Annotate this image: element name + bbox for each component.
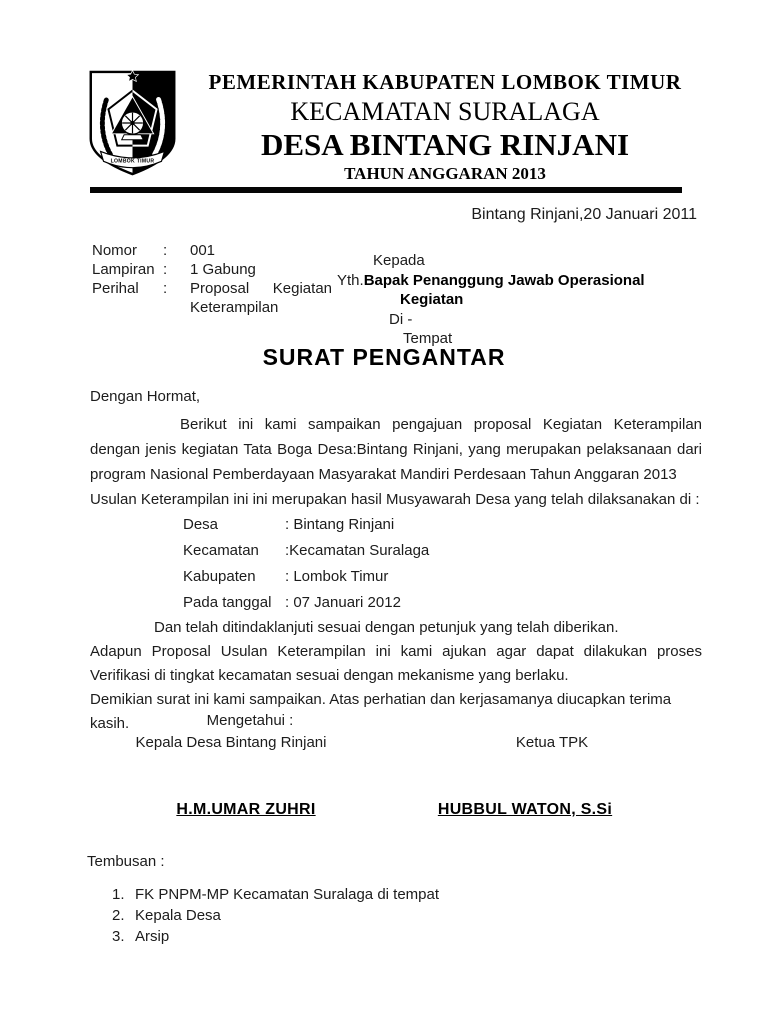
detail-value: : Bintang Rinjani (285, 516, 395, 533)
document-title: SURAT PENGANTAR (262, 344, 506, 370)
detail-row-tanggal (183, 590, 702, 616)
detail-label: Pada tanggal (183, 594, 272, 611)
recipient-di: Di - (389, 310, 413, 328)
signature-right-name: HUBBUL WATON, S.Si (437, 801, 613, 818)
nomor-colon: : (163, 242, 168, 259)
tembusan-item-text: Kepala Desa (135, 907, 221, 924)
meta-row-perihal (92, 279, 332, 298)
nomor-label: Nomor (92, 242, 138, 259)
lampiran-colon: : (163, 261, 168, 278)
recipient-yth-line (337, 271, 709, 291)
perihal-line2: Keterampilan (190, 299, 279, 316)
lampiran-value: 1 Gabung (190, 261, 256, 278)
perihal-colon: : (163, 280, 168, 297)
tembusan-item (112, 884, 439, 905)
signature-right-role: Ketua TPK (515, 734, 589, 751)
letterhead-fiscal-year: TAHUN ANGGARAN 2013 (344, 164, 546, 183)
nomor-value: 001 (190, 242, 216, 259)
letter-meta (92, 241, 332, 317)
salutation: Dengan Hormat, (90, 388, 201, 405)
seal-banner-text: LOMBOK TIMUR (110, 158, 155, 165)
perihal-value (190, 279, 332, 298)
detail-label: Desa (183, 516, 219, 533)
detail-row-kecamatan (183, 538, 702, 564)
paragraph-closing: Demikian surat ini kami sampaikan. Atas perhatian dan kerjasamanya diucapkan terima kasih. (90, 691, 672, 732)
perihal-word1: Proposal (190, 280, 250, 297)
tembusan-block (87, 853, 439, 947)
paragraph-tindaklanjut: Dan telah ditindaklanjuti sesuai dengan petunjuk yang telah diberikan. (154, 619, 619, 636)
tembusan-item-number: 1. (112, 886, 125, 903)
tembusan-item-number: 2. (112, 907, 125, 924)
tembusan-item-text: FK PNPM-MP Kecamatan Suralaga di tempat (135, 886, 440, 903)
detail-row-desa (183, 512, 702, 538)
signature-left-role: Kepala Desa Bintang Rinjani (135, 734, 327, 751)
letterhead-text (185, 69, 705, 185)
lombok-timur-seal-icon (84, 68, 181, 178)
letterhead-village: DESA BINTANG RINJANI (260, 127, 630, 162)
yth-prefix: Yth. (337, 271, 364, 289)
detail-label: Kecamatan (183, 542, 259, 559)
recipient-kepada: Kepada (373, 252, 425, 269)
detail-label: Kabupaten (183, 568, 256, 585)
meta-row-perihal-line2 (92, 298, 332, 317)
detail-value: : 07 Januari 2012 (285, 594, 401, 611)
tembusan-item (112, 926, 439, 947)
signature-left-name: H.M.UMAR ZUHRI (176, 801, 316, 818)
recipient-name-line1: Bapak Penanggung Jawab Operasional (363, 271, 645, 289)
letterhead-government: PEMERINTAH KABUPATEN LOMBOK TIMUR (208, 70, 682, 94)
meta-row-nomor (92, 241, 332, 260)
paragraph-musyawarah: Usulan Keterampilan ini ini merupakan hasil Musyawarah Desa yang telah dilaksanakan di : (90, 491, 700, 508)
details-list (183, 512, 702, 616)
meta-row-lampiran (92, 260, 332, 279)
detail-value: : Lombok Timur (285, 568, 389, 585)
tembusan-heading: Tembusan : (87, 853, 165, 870)
lampiran-label: Lampiran (92, 261, 155, 278)
tembusan-item-text: Arsip (135, 928, 170, 945)
pedestal (122, 135, 144, 140)
tembusan-item (112, 905, 439, 926)
perihal-label: Perihal (92, 280, 139, 297)
recipient-tempat: Tempat (403, 330, 453, 347)
paragraph-verifikasi: Adapun Proposal Usulan Keterampilan ini kami ajukan agar dapat dilakukan proses Verifikasi di tingkat kecamatan sesuai dengan mekanisme yang berlaku. (90, 643, 702, 684)
detail-row-kabupaten (183, 564, 702, 590)
recipient-name-line2: Kegiatan (400, 291, 464, 308)
letterhead-divider (90, 187, 682, 193)
letter-body (90, 384, 702, 736)
dateline: Bintang Rinjani,20 Januari 2011 (471, 206, 697, 223)
letterhead-district: KECAMATAN SURALAGA (290, 97, 600, 126)
paragraph-intro: Berikut ini kami sampaikan pengajuan proposal Kegiatan Keterampilan dengan jenis kegiatan Tata Boga Desa:Bintang Rinjani, yang merupakan pelaksanaan dari program Nasional Pemberdayaan Masyarakat Mandiri Perdesaan Tahun Anggaran 2013 (90, 416, 702, 483)
recipient-block (337, 251, 709, 349)
tembusan-list (112, 884, 439, 947)
tembusan-item-number: 3. (112, 928, 125, 945)
detail-value: :Kecamatan Suralaga (285, 542, 430, 559)
mengetahui-label: Mengetahui : (206, 712, 294, 729)
perihal-word2: Kegiatan (272, 280, 332, 297)
